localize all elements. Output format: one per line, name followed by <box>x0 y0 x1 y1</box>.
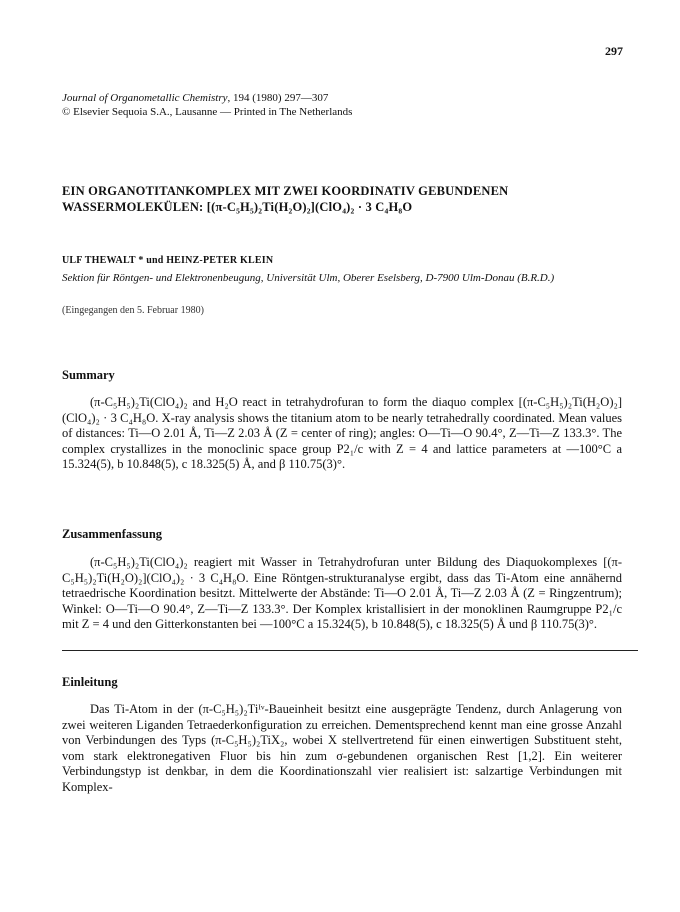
journal-name: Journal of Organometallic Chemistry <box>62 92 228 104</box>
summary-heading: Summary <box>62 368 115 382</box>
summary-text: (π-C₅H₅)₂Ti(ClO₄)₂ and H₂O react in tetrahydrofuran to form the diaquo complex [(π-C₅H₅)₂Ti(H₂O)₂](ClO₄)₂ · 3 C₄H₈O. X-ray analysis shows the titanium atom to be nearly tetrahedrally coordinated. Mean values of distances: Ti—O 2.01 Å, Ti—Z 2.03 Å (Z = center of ring); angles: O—Ti—O 90.4°, Z—Ti—Z 133.3°. The complex crystallizes in the monoclinic space group P2₁/c with Z = 4 and lattice parameters at —100°C a 15.324(5), b 10.848(5), c 18.325(5) Å, and β 110.75(3)°. <box>62 395 622 472</box>
summary-paragraph <box>62 395 622 473</box>
journal-header <box>62 91 352 119</box>
zusammenfassung-heading: Zusammenfassung <box>62 527 163 541</box>
affiliation: Sektion für Röntgen- und Elektronenbeugung, Universität Ulm, Oberer Eselsberg, D-7900 Ulm-Donau (B.R.D.) <box>62 272 555 284</box>
publisher-line: © Elsevier Sequoia S.A., Lausanne — Printed in The Netherlands <box>62 106 353 118</box>
authors: ULF THEWALT * und HEINZ-PETER KLEIN <box>62 255 274 266</box>
page-number: 297 <box>605 44 623 58</box>
received-date: (Eingegangen den 5. Februar 1980) <box>62 305 204 316</box>
zusammenfassung-text: (π-C₅H₅)₂Ti(ClO₄)₂ reagiert mit Wasser in Tetrahydrofuran unter Bildung des Diaquokomplexes [(π-C₅H₅)₂Ti(H₂O)₂](ClO₄)₂ · 3 C₄H₈O. Eine Röntgen-strukturanalyse ergibt, dass das Ti-Atom eine annähernd tetraedrische Koordination besitzt. Mittelwerte der Abstände: Ti—O 2.01 Å, Ti—Z 2.03 Å (Z = Ringzentrum); Winkel: O—Ti—O 90.4°, Z—Ti—Z 133.3°. Der Komplex kristallisiert in der monoklinen Raumgruppe P2₁/c mit Z = 4 und den Gitterkonstanten bei —100°C a 15.324(5), b 10.848(5), c 18.325(5) Å und β 110.75(3)°. <box>62 555 622 632</box>
section-divider <box>62 650 638 651</box>
einleitung-paragraph <box>62 702 622 796</box>
zusammenfassung-paragraph <box>62 555 622 633</box>
journal-volume: , 194 (1980) 297—307 <box>227 92 329 104</box>
einleitung-heading: Einleitung <box>62 675 118 689</box>
article-title: EIN ORGANOTITANKOMPLEX MIT ZWEI KOORDINATIV GEBUNDENEN WASSERMOLEKÜLEN: [(π-C₅H₅)₂Ti(H₂O)₂](ClO₄)₂ · 3 C₄H₈O <box>62 184 509 214</box>
journal-citation <box>62 91 352 105</box>
einleitung-text: Das Ti-Atom in der (π-C₅H₅)₂Tiᴵᵛ-Baueinheit besitzt eine ausgeprägte Tendenz, durch Anlagerung von zwei weiteren Liganden Tetraederkonfiguration zu erreichen. Dementsprechend kennt man eine grosse Anzahl von Verbindungen des Typs (π-C₅H₅)₂TiX₂, wobei X stellvertretend für einen einwertigen Substituent steht, vom stark elektronegativen Fluor bis hin zum σ-gebundenen organischen Rest [1,2]. Ein weiterer Verbindungstyp ist denkbar, in dem die Koordinationszahl vier realisiert ist: salzartige Verbindungen mit Komplex- <box>62 702 622 794</box>
